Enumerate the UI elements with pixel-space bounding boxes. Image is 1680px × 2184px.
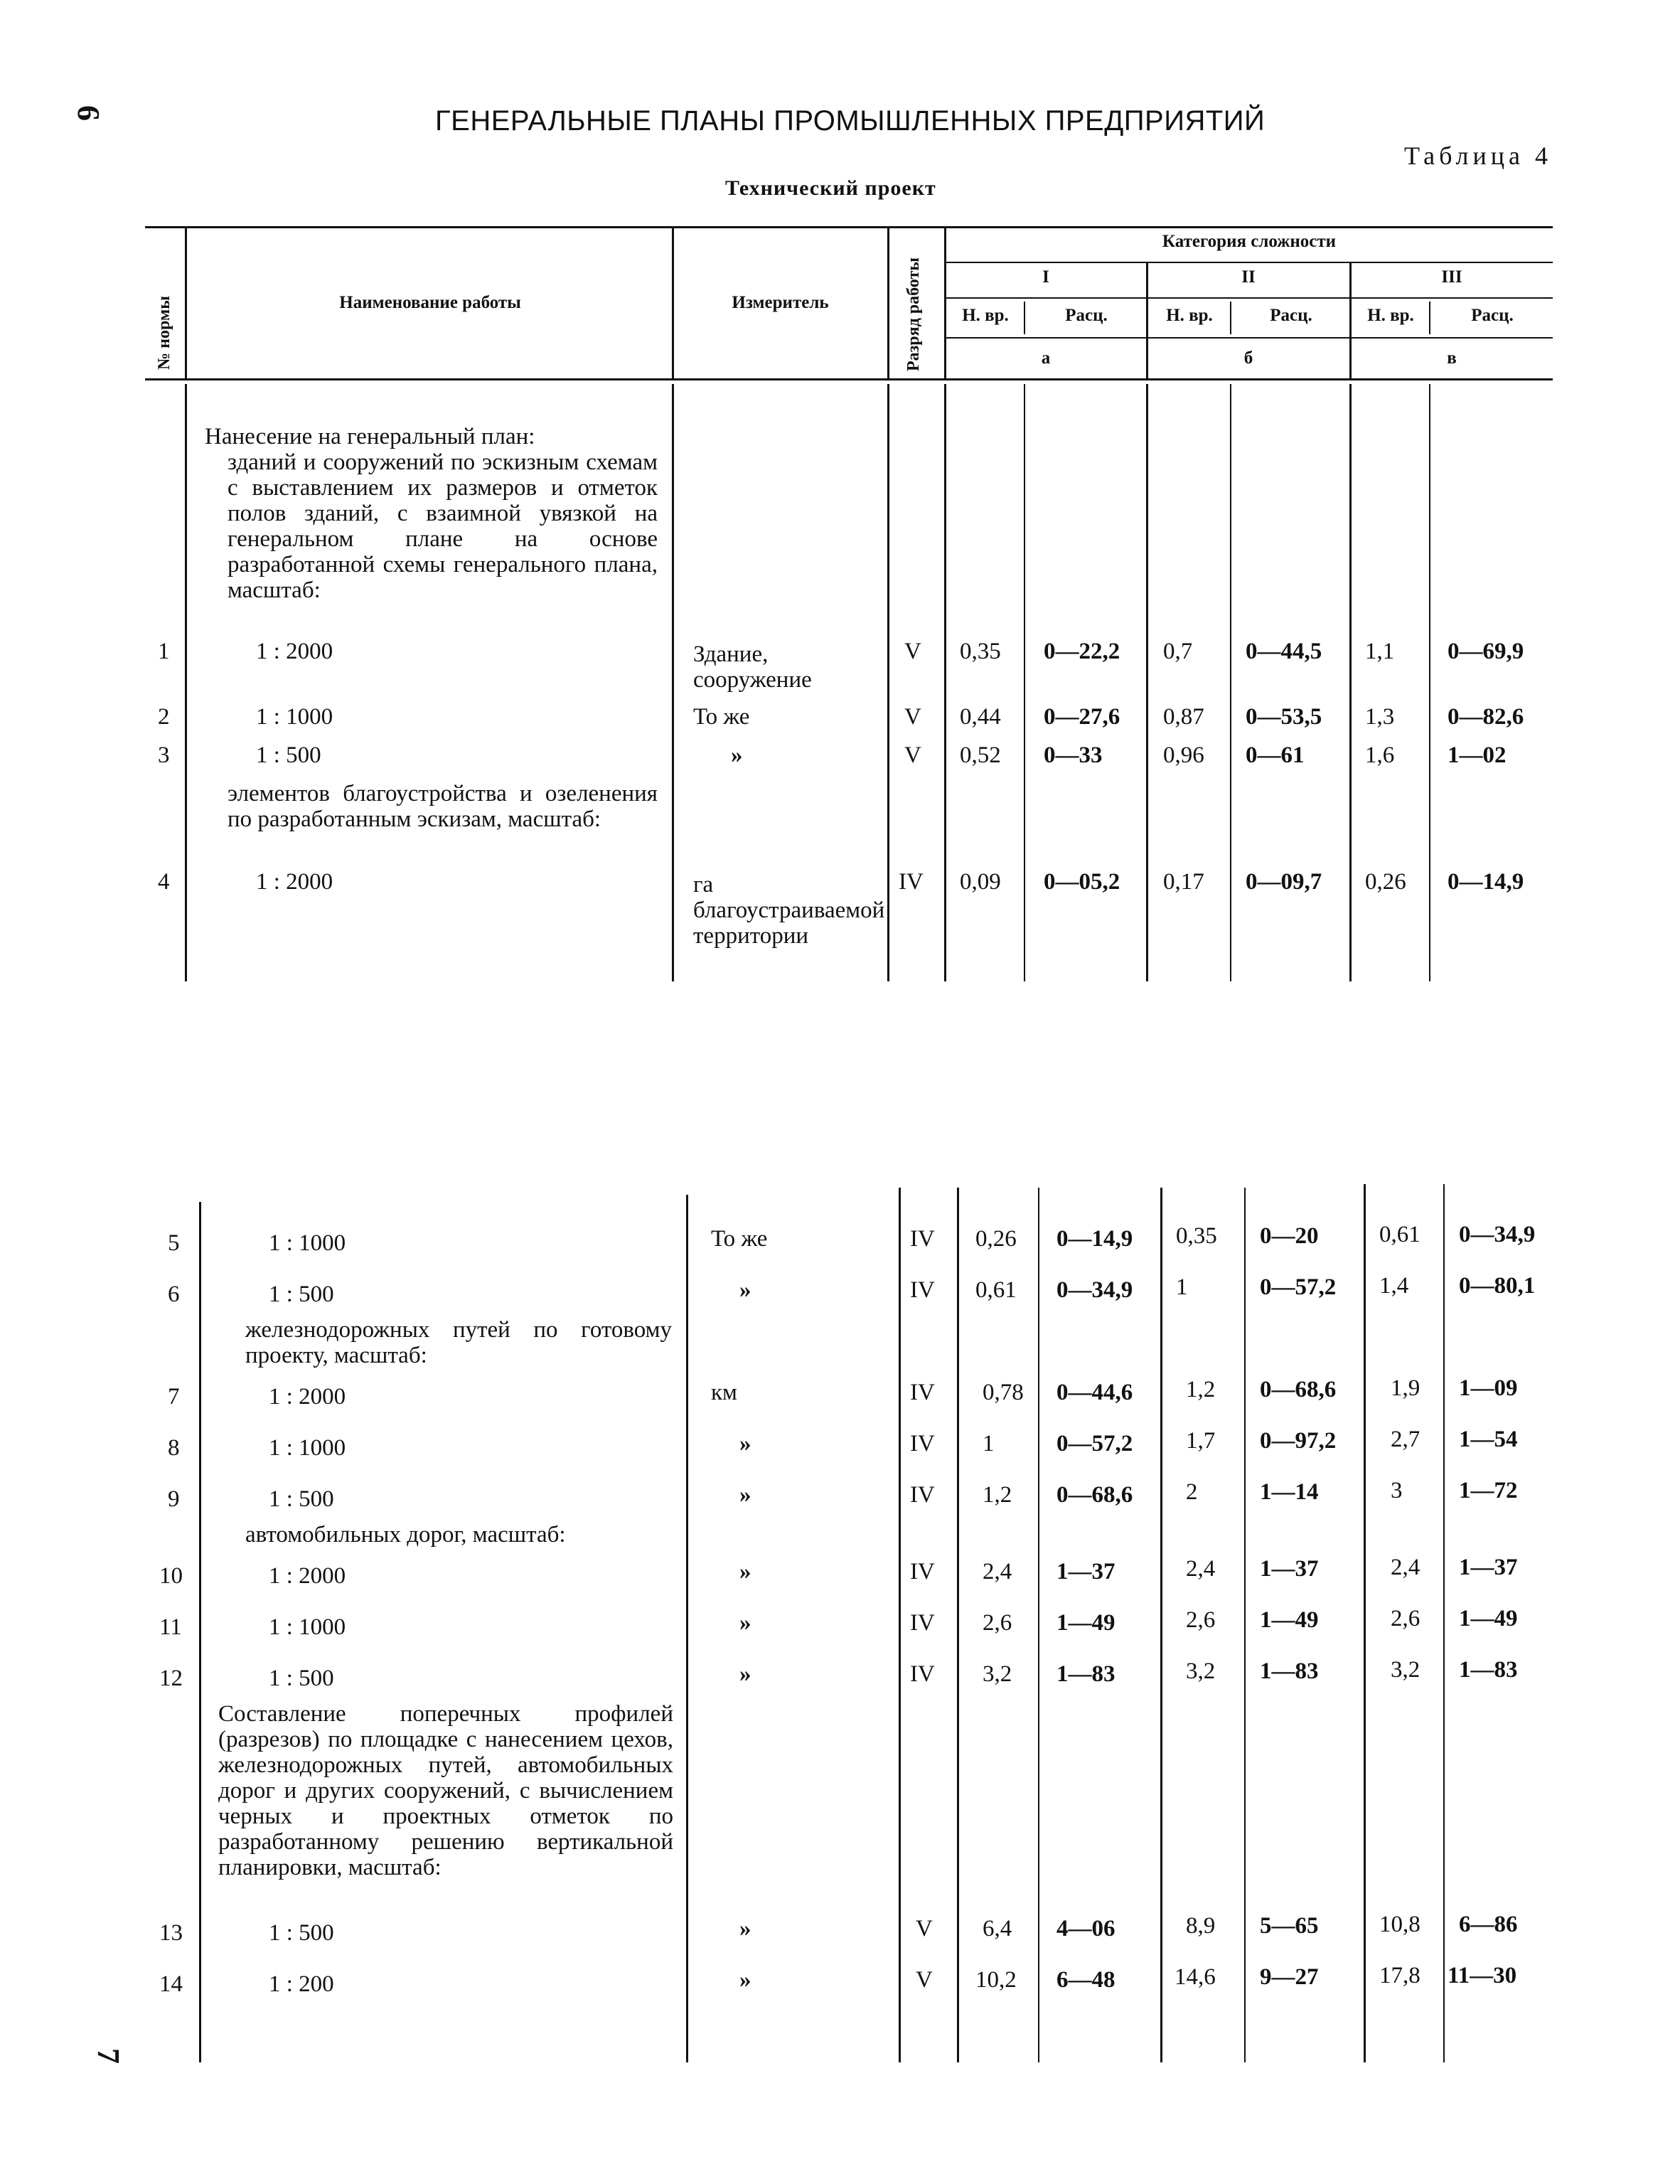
norm-number: 6 <box>168 1282 180 1307</box>
rule <box>1160 1188 1162 2062</box>
h-vr-1: 1 <box>983 1431 995 1456</box>
rule <box>1038 1188 1039 2062</box>
h-vr-3: 10,8 <box>1379 1912 1420 1937</box>
grade: V <box>916 1916 933 1941</box>
h-vr-1: 3,2 <box>983 1661 1012 1687</box>
page-number-top: 6 <box>71 105 106 121</box>
h-vr-3: 3 <box>1391 1478 1403 1503</box>
scale: 1 : 1000 <box>269 1614 346 1640</box>
unit: То же <box>711 1226 768 1252</box>
rule <box>185 226 187 378</box>
rasc-3: 0—14,9 <box>1448 869 1524 895</box>
scale: 1 : 1000 <box>256 704 333 730</box>
rasc-2: 0—09,7 <box>1246 869 1322 895</box>
scale: 1 : 500 <box>269 1666 334 1691</box>
scale: 1 : 500 <box>256 742 321 768</box>
unit: » <box>739 1431 751 1456</box>
rasc-2: 0—61 <box>1246 742 1305 768</box>
h-vr-3: 3,2 <box>1391 1657 1420 1683</box>
rule <box>1024 302 1025 334</box>
rasc-3: 1—02 <box>1448 742 1507 768</box>
grade: IV <box>899 869 924 895</box>
rule <box>946 337 1553 339</box>
grade: IV <box>910 1277 935 1303</box>
rasc-3: 1—54 <box>1459 1427 1518 1452</box>
rule <box>946 297 1553 299</box>
unit: » <box>739 1277 751 1303</box>
grade: IV <box>910 1559 935 1584</box>
rasc-1: 0—14,9 <box>1056 1226 1133 1252</box>
header-rasc: Расц. <box>1270 306 1312 325</box>
h-vr-2: 2,6 <box>1186 1607 1216 1633</box>
header-letter-v: в <box>1447 348 1457 368</box>
page-title: ГЕНЕРАЛЬНЫЕ ПЛАНЫ ПРОМЫШЛЕННЫХ ПРЕДПРИЯТИЙ <box>435 105 1266 137</box>
scale: 1 : 500 <box>269 1920 334 1946</box>
header-norm-no: № нормы <box>155 295 173 370</box>
rasc-2: 0—68,6 <box>1260 1377 1337 1402</box>
rasc-2: 1—14 <box>1260 1479 1319 1505</box>
norm-number: 1 <box>158 639 170 664</box>
header-cat-II: II <box>1241 267 1256 287</box>
section-profiles: Составление поперечных профилей (разрезов) по площадке с нанесением цехов, железнодорожных путей, автомобильных дорог и других сооружений, с вычислением черных и проектных отметок по разработанному решению вертикальной планировки, масштаб: <box>218 1701 673 1880</box>
h-vr-1: 0,09 <box>960 869 1001 895</box>
rule <box>199 1202 201 2062</box>
grade: IV <box>910 1431 935 1456</box>
unit: Здание, сооружение <box>693 641 812 693</box>
rasc-2: 1—83 <box>1260 1658 1319 1684</box>
rasc-1: 0—68,6 <box>1056 1482 1133 1508</box>
h-vr-3: 1,6 <box>1365 742 1395 768</box>
h-vr-3: 1,9 <box>1391 1375 1420 1401</box>
grade: V <box>904 742 921 768</box>
norm-number: 13 <box>159 1920 183 1946</box>
rule <box>944 384 946 981</box>
rule <box>1349 384 1352 981</box>
rasc-3: 1—49 <box>1459 1606 1518 1631</box>
scale: 1 : 2000 <box>256 869 333 895</box>
rule <box>686 1195 688 2062</box>
h-vr-1: 0,52 <box>960 742 1001 768</box>
header-rasc: Расц. <box>1065 306 1108 325</box>
rasc-3: 0—69,9 <box>1448 639 1524 664</box>
h-vr-2: 2 <box>1186 1479 1198 1505</box>
grade: V <box>904 639 921 664</box>
rasc-1: 4—06 <box>1056 1916 1115 1941</box>
unit: км <box>711 1380 737 1405</box>
header-h-vr: Н. вр. <box>1367 306 1414 325</box>
norm-number: 4 <box>158 869 170 895</box>
rasc-1: 0—05,2 <box>1044 869 1120 895</box>
h-vr-2: 14,6 <box>1175 1964 1216 1990</box>
norm-number: 7 <box>168 1384 180 1410</box>
grade: V <box>916 1967 933 1993</box>
rasc-2: 9—27 <box>1260 1964 1319 1990</box>
rule <box>145 378 1553 380</box>
unit: » <box>739 1610 751 1636</box>
section-roads: автомобильных дорог, масштаб: <box>245 1522 566 1548</box>
h-vr-1: 1,2 <box>983 1482 1012 1508</box>
rasc-2: 0—53,5 <box>1246 704 1322 730</box>
header-category: Категория сложности <box>1162 232 1337 251</box>
rasc-3: 6—86 <box>1459 1912 1518 1937</box>
rasc-1: 1—83 <box>1056 1661 1115 1687</box>
table-label: Таблица 4 <box>1404 142 1552 170</box>
header-work-name: Наименование работы <box>339 293 521 312</box>
rasc-1: 0—33 <box>1044 742 1103 768</box>
rule <box>1429 302 1430 334</box>
table-subtitle: Технический проект <box>725 176 936 200</box>
norm-number: 3 <box>158 742 170 768</box>
rasc-2: 0—44,5 <box>1246 639 1322 664</box>
rule <box>185 384 187 981</box>
header-letter-b: б <box>1243 348 1253 368</box>
header-rasc: Расц. <box>1471 306 1514 325</box>
rule <box>1244 1188 1246 2062</box>
norm-number: 10 <box>159 1563 183 1589</box>
rasc-3: 0—82,6 <box>1448 704 1524 730</box>
rule <box>1024 384 1025 981</box>
h-vr-1: 0,61 <box>975 1277 1017 1303</box>
rule <box>957 1188 959 2062</box>
h-vr-3: 1,3 <box>1365 704 1395 730</box>
rule <box>1429 384 1430 981</box>
h-vr-1: 0,35 <box>960 639 1001 664</box>
scale: 1 : 200 <box>269 1971 334 1997</box>
rule <box>1443 1184 1445 2062</box>
rule <box>1146 384 1148 981</box>
section-landscaping: элементов благоустройства и озеленения по разработанным эскизам, масштаб: <box>228 781 658 832</box>
h-vr-1: 0,78 <box>983 1380 1024 1405</box>
norm-number: 12 <box>159 1666 183 1691</box>
rasc-3: 1—72 <box>1459 1478 1518 1503</box>
h-vr-3: 2,7 <box>1391 1427 1420 1452</box>
h-vr-2: 0,7 <box>1163 639 1193 664</box>
h-vr-2: 8,9 <box>1186 1913 1216 1939</box>
h-vr-2: 0,35 <box>1176 1223 1217 1249</box>
scale: 1 : 500 <box>269 1486 334 1512</box>
unit: » <box>739 1482 751 1508</box>
grade: IV <box>910 1610 935 1636</box>
h-vr-1: 0,26 <box>975 1226 1017 1252</box>
rasc-3: 1—09 <box>1459 1375 1518 1401</box>
rasc-2: 1—49 <box>1260 1607 1319 1633</box>
rule <box>1364 1184 1366 2062</box>
h-vr-1: 2,4 <box>983 1559 1012 1584</box>
h-vr-3: 2,6 <box>1391 1606 1420 1631</box>
rule <box>672 226 674 378</box>
section-intro: Нанесение на генеральный план: <box>205 424 535 449</box>
header-grade: Разряд работы <box>904 257 923 371</box>
norm-number: 14 <box>159 1971 183 1997</box>
grade: IV <box>910 1482 935 1508</box>
norm-number: 5 <box>168 1230 180 1256</box>
scale: 1 : 1000 <box>269 1230 346 1256</box>
norm-number: 2 <box>158 704 170 730</box>
rule <box>145 226 1553 228</box>
h-vr-2: 1 <box>1176 1274 1188 1300</box>
grade: IV <box>910 1380 935 1405</box>
grade: IV <box>910 1661 935 1687</box>
h-vr-2: 2,4 <box>1186 1556 1216 1582</box>
rasc-2: 1—37 <box>1260 1556 1319 1582</box>
header-cat-I: I <box>1042 267 1049 287</box>
header-cat-III: III <box>1441 267 1462 287</box>
h-vr-3: 0,61 <box>1379 1222 1420 1247</box>
norm-number: 8 <box>168 1435 180 1461</box>
rasc-2: 0—57,2 <box>1260 1274 1337 1300</box>
h-vr-1: 10,2 <box>975 1967 1017 1993</box>
rasc-1: 0—44,6 <box>1056 1380 1133 1405</box>
header-h-vr: Н. вр. <box>962 306 1009 325</box>
header-letter-a: а <box>1041 348 1051 368</box>
rasc-1: 0—57,2 <box>1056 1431 1133 1456</box>
unit: » <box>739 1916 751 1941</box>
rule <box>887 384 889 981</box>
unit: га благоустраиваемой территории <box>693 872 885 949</box>
rasc-3: 0—80,1 <box>1459 1273 1536 1299</box>
unit: » <box>731 742 743 768</box>
rasc-3: 0—34,9 <box>1459 1222 1536 1247</box>
h-vr-3: 0,26 <box>1365 869 1406 895</box>
unit: То же <box>693 704 750 730</box>
h-vr-2: 1,2 <box>1186 1377 1216 1402</box>
rasc-2: 0—20 <box>1260 1223 1319 1249</box>
rasc-1: 0—27,6 <box>1044 704 1120 730</box>
scale: 1 : 2000 <box>256 639 333 664</box>
h-vr-1: 2,6 <box>983 1610 1012 1636</box>
norm-number: 11 <box>159 1614 182 1640</box>
rule <box>946 262 1553 263</box>
rasc-3: 1—83 <box>1459 1657 1518 1683</box>
scale: 1 : 2000 <box>269 1563 346 1589</box>
rule <box>1230 302 1231 334</box>
h-vr-2: 1,7 <box>1186 1428 1216 1454</box>
page-number-bottom: 7 <box>91 2048 126 2064</box>
h-vr-2: 0,17 <box>1163 869 1204 895</box>
rasc-1: 0—22,2 <box>1044 639 1120 664</box>
rasc-3: 11—30 <box>1448 1963 1517 1988</box>
grade: V <box>904 704 921 730</box>
rasc-2: 5—65 <box>1260 1913 1319 1939</box>
unit: » <box>739 1559 751 1584</box>
scale: 1 : 1000 <box>269 1435 346 1461</box>
h-vr-3: 1,4 <box>1379 1273 1409 1299</box>
grade: IV <box>910 1226 935 1252</box>
h-vr-2: 3,2 <box>1186 1658 1216 1684</box>
rasc-1: 0—34,9 <box>1056 1277 1133 1303</box>
rule <box>899 1188 901 2062</box>
rasc-3: 1—37 <box>1459 1555 1518 1580</box>
section-buildings: зданий и сооружений по эскизным схемам с выставлением их размеров и отметок полов зданий, с взаимной увязкой на генеральном плане на основе разработанной схемы генерального плана, масштаб: <box>228 449 658 603</box>
unit: » <box>739 1661 751 1687</box>
rasc-2: 0—97,2 <box>1260 1428 1337 1454</box>
header-unit: Измеритель <box>732 293 829 312</box>
h-vr-3: 1,1 <box>1365 639 1395 664</box>
rule <box>672 384 674 981</box>
rasc-1: 6—48 <box>1056 1967 1115 1993</box>
rasc-1: 1—49 <box>1056 1610 1115 1636</box>
h-vr-1: 6,4 <box>983 1916 1012 1941</box>
norm-number: 9 <box>168 1486 180 1512</box>
h-vr-3: 17,8 <box>1379 1963 1420 1988</box>
rule <box>1230 384 1231 981</box>
h-vr-2: 0,87 <box>1163 704 1204 730</box>
header-h-vr: Н. вр. <box>1166 306 1213 325</box>
h-vr-3: 2,4 <box>1391 1555 1420 1580</box>
rule <box>887 226 889 378</box>
h-vr-2: 0,96 <box>1163 742 1204 768</box>
scale: 1 : 2000 <box>269 1384 346 1410</box>
rasc-1: 1—37 <box>1056 1559 1115 1584</box>
section-railways: железнодорожных путей по готовому проекту, масштаб: <box>245 1317 672 1368</box>
h-vr-1: 0,44 <box>960 704 1001 730</box>
unit: » <box>739 1967 751 1993</box>
scale: 1 : 500 <box>269 1282 334 1307</box>
